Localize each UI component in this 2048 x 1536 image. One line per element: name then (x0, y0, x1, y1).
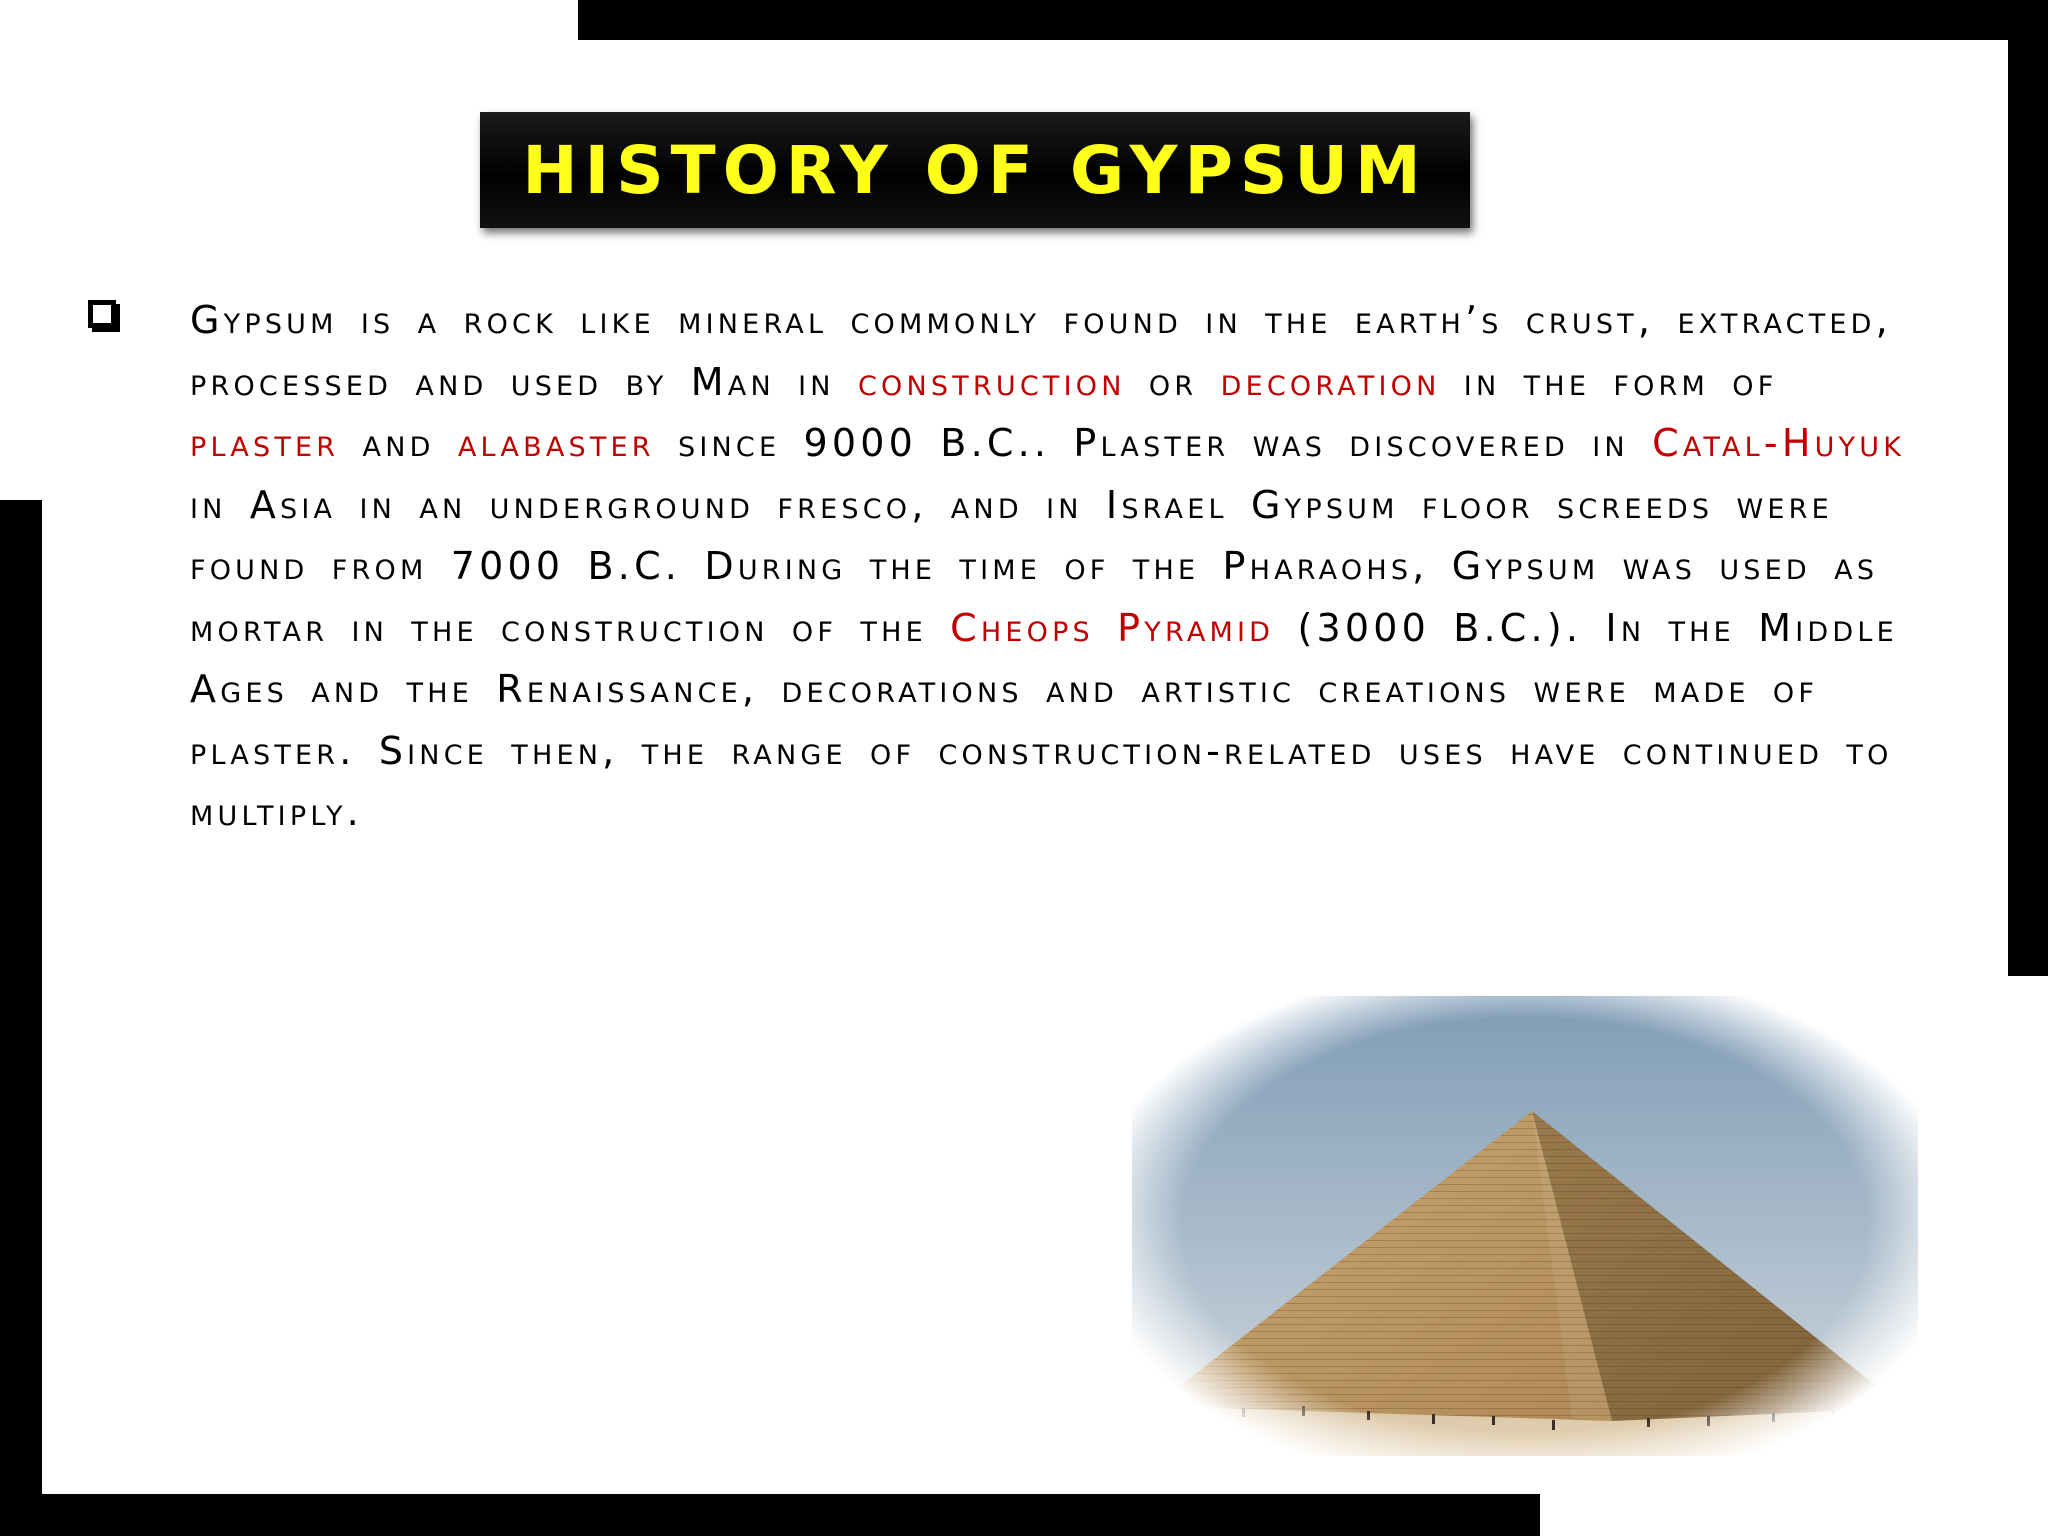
slide-title-box (480, 112, 1470, 228)
highlight-decoration: decoration (1220, 359, 1441, 404)
frame-bar-bottom (0, 1494, 1540, 1536)
slide-title: HISTORY OF GYPSUM (522, 131, 1428, 209)
pyramid-illustration (1132, 996, 1918, 1456)
body-paragraph (190, 290, 1910, 844)
hollow-square-bullet-icon (88, 300, 116, 328)
highlight-cheops-pyramid: Cheops Pyramid (950, 605, 1275, 650)
body-text-segment: or (1125, 359, 1221, 404)
highlight-construction: construction (857, 359, 1126, 404)
frame-bar-top (578, 0, 2048, 40)
highlight-catal-huyuk: Catal-Huyuk (1652, 421, 1906, 465)
body-text-segment: since 9000 B.C.. Plaster was discovered in (654, 421, 1653, 465)
body-text-segment: in the form of (1440, 359, 1778, 404)
body-text-segment: Gypsum is a rock like mineral commonly found in the earth’s crust, extracted, processed and used by Man in (190, 298, 1892, 404)
highlight-plaster: plaster (190, 421, 340, 465)
pyramid-photo (1132, 996, 1918, 1456)
body-text-segment: and (339, 421, 458, 465)
frame-bar-right (2008, 40, 2048, 976)
body-text-segment: (3000 B.C.). In the Middle Ages and the Renaissance, decorations and artistic creations were made of plaster. Since then, the range of construction-related uses have continued to multiply. (190, 605, 1898, 834)
frame-bar-left (0, 500, 42, 1536)
highlight-alabaster: alabaster (457, 421, 655, 465)
body-text-segment: in Asia in an underground fresco, and in Israel Gypsum floor screeds were found from 7000 B.C. During the time of the Pharaohs, Gypsum was used as mortar in the construction of the (190, 482, 1879, 650)
